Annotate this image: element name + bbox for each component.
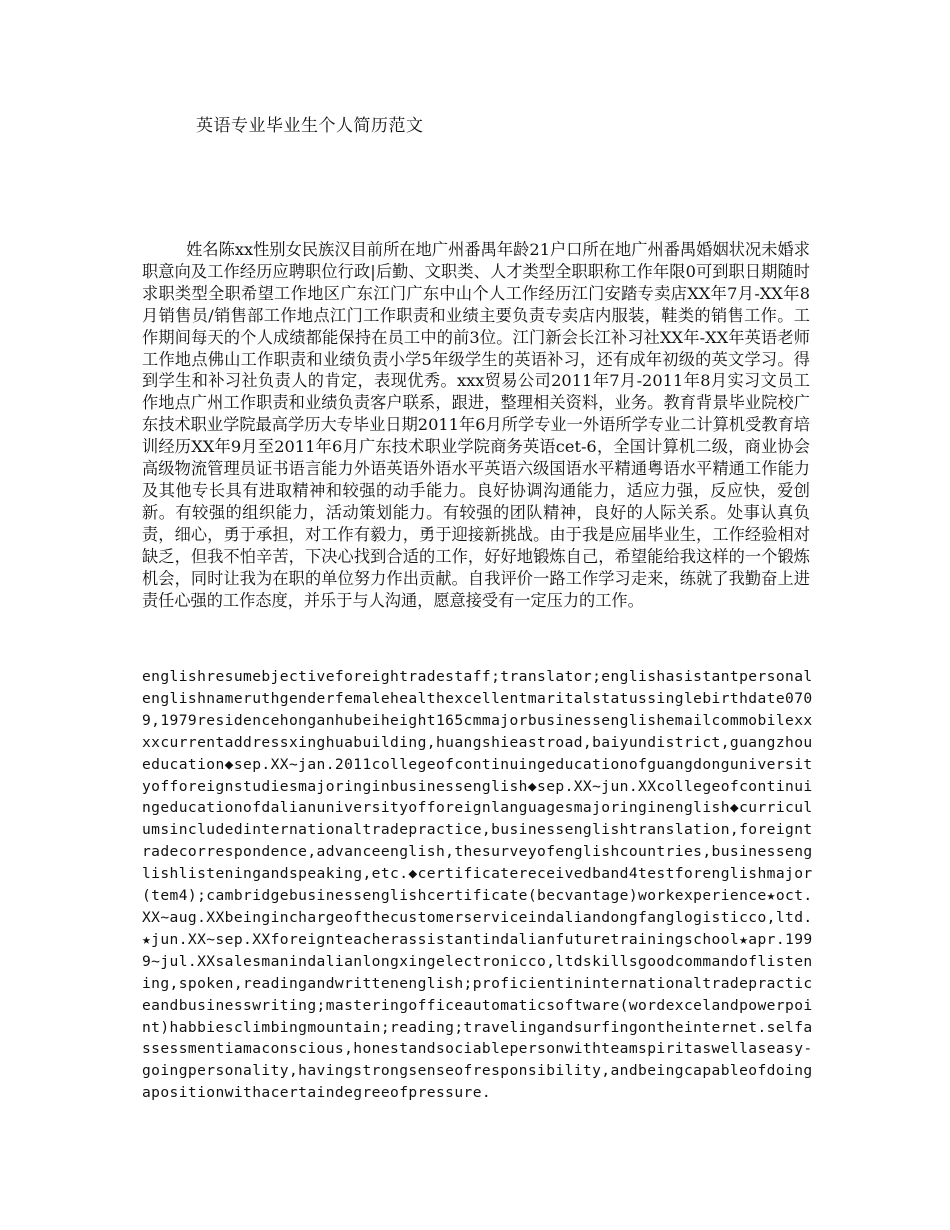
document-title: 英语专业毕业生个人简历范文 [196, 116, 424, 136]
chinese-resume-paragraph [142, 239, 810, 611]
chinese-resume-text: 姓名陈xx性别女民族汉目前所在地广州番禺年龄21户口所在地广州番禺婚姻状况未婚求职意向及工作经历应聘职位行政|后勤、文职类、人才类型全职职称工作年限0可到职日期随时求职类型全职希望工作地区广东江门广东中山个人工作经历江门安踏专卖店XX年7月-XX年8月销售员/销售部工作地点江门工作职责和业绩主要负责专卖店内服装，鞋类的销售工作。工作期间每天的个人成绩都能保持在员工中的前3位。江门新会长江补习社XX年-XX年英语老师工作地点佛山工作职责和业绩负责小学5年级学生的英语补习，还有成年初级的英文学习。得到学生和补习社负责人的肯定，表现优秀。xxx贸易公司2011年7月-2011年8月实习文员工作地点广州工作职责和业绩负责客户联系，跟进，整理相关资料，业务。教育背景毕业院校广东技术职业学院最高学历大专毕业日期2011年6月所学专业一外语所学专业二计算机受教育培训经历XX年9月至2011年6月广东技术职业学院商务英语cet-6，全国计算机二级，商业协会高级物流管理员证书语言能力外语英语外语水平英语六级国语水平精通粤语水平精通工作能力及其他专长具有进取精神和较强的动手能力。良好协调沟通能力，适应力强，反应快，爱创新。有较强的组织能力，活动策划能力。有较强的团队精神，良好的人际关系。处事认真负责，细心，勇于承担，对工作有毅力，勇于迎接新挑战。由于我是应届毕业生，工作经验相对缺乏，但我不怕辛苦，下决心找到合适的工作，好好地锻炼自己，希望能给我这样的一个锻炼机会，同时让我为在职的单位努力作出贡献。自我评价一路工作学习走来，练就了我勤奋上进责任心强的工作态度，并乐于与人沟通，愿意接受有一定压力的工作。 [142, 240, 810, 610]
english-resume-paragraph: englishresumebjectiveforeightradestaff;translator;englishasistantpersonalenglishnameruthgenderfemalehealthexcellentmaritalstatussinglebirthdate0709,1979residencehonganhubeiheight165cmmajorbusinessenglishemailcommobilexxxxcurrentaddressxinghuabuilding,huangshieastroad,baiyundistrict,guangzhoueducation◆sep.XX~jan.2011collegeofcontinuingeducationofguangdonguniversityofforeignstudiesmajoringinbusinessenglish◆sep.XX~jun.XXcollegeofcontinuingeducationofdalianuniversityofforeignlanguagesmajoringinenglish◆curriculumsincludedinternationaltradepractice,businessenglishtranslation,foreigntradecorrespondence,advanceenglish,thesurveyofenglishcountries,businessenglishlisteningandspeaking,etc.◆certificatereceivedband4testforenglishmajor(tem4);cambridgebusinessenglishcertificate(becvantage)workexperience★oct.XX~aug.XXbeinginchargeofthecustomerserviceindaliandongfanglogisticco,ltd.★jun.XX~sep.XXforeignteacherassistantindalianfuturetrainingschool★apr.1999~jul.XXsalesmanindalianlongxingelectronicco,ltdskillsgoodcommandoflistening,spoken,readingandwrittenenglish;proficientininternationaltradepracticeandbusinesswriting;masteringofficeautomaticsoftware(wordexcelandpowerpoint)habbiesclimbingmountain;reading;travelingandsurfingontheinternet.selfassessmentiamaconscious,honestandsociablepersonwithteamspiritaswellaseasy-goingpersonality,havingstrongsenseofresponsibility,andbeingcapableofdoingapositionwithacertaindegreeofpressure. [142, 668, 813, 1102]
